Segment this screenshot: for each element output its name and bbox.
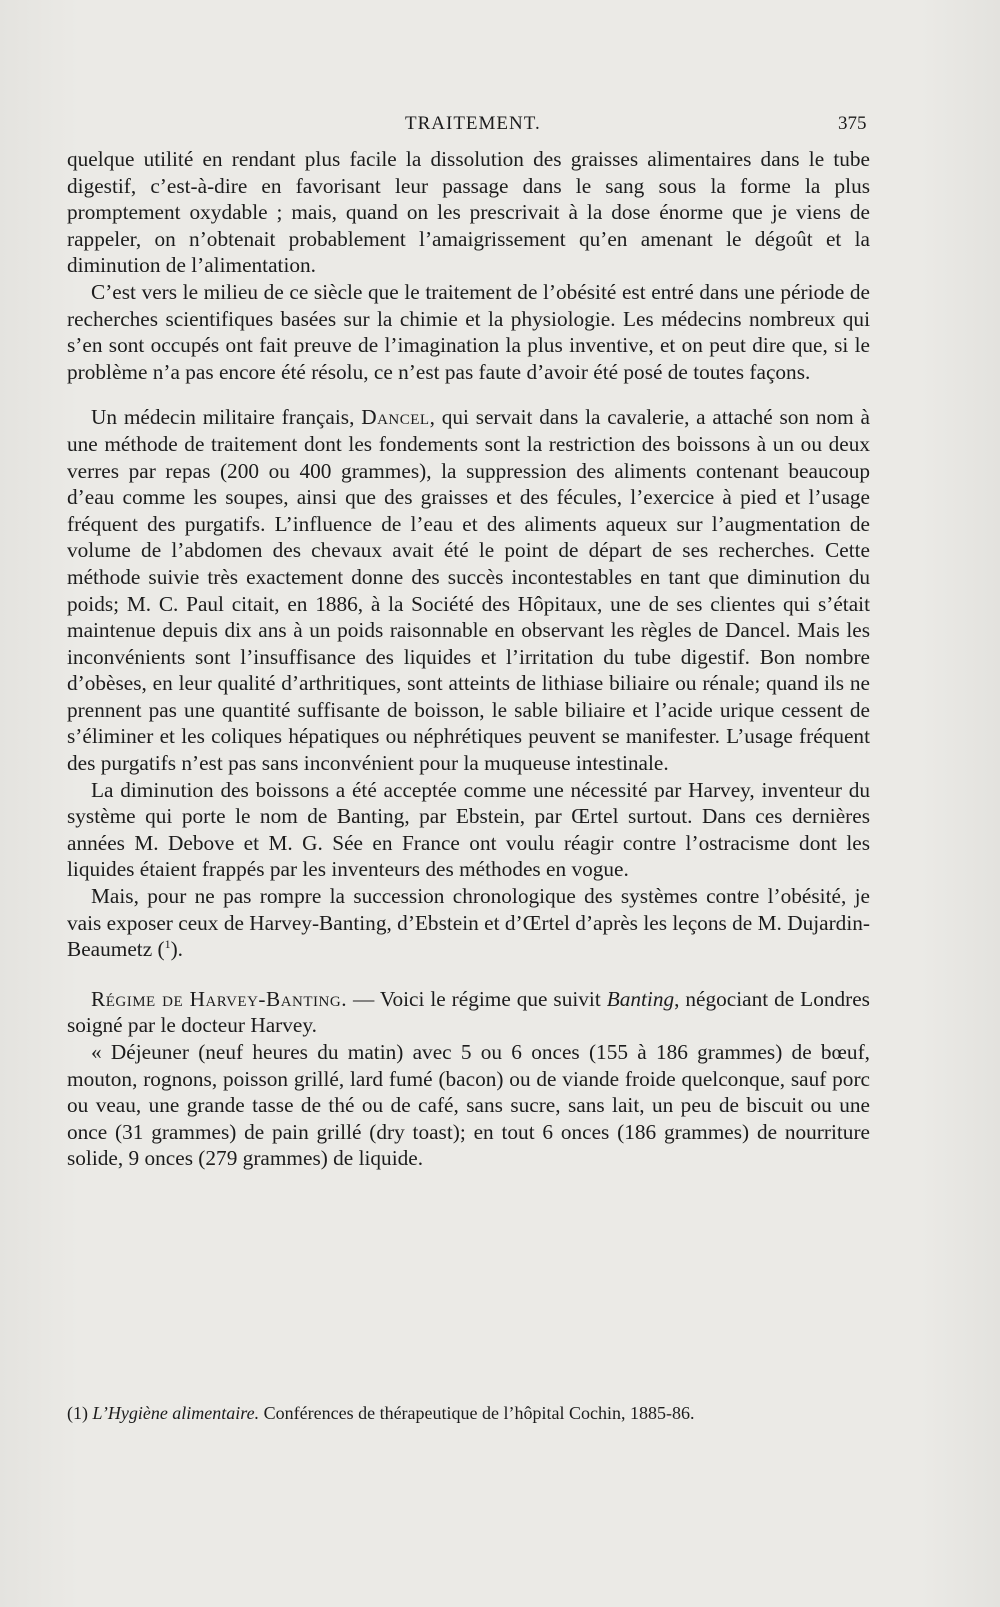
paragraph-6-dash: — Voici le régime que suivit <box>347 986 607 1011</box>
paragraph-5-text: Mais, pour ne pas rompre la succession chronologique des systèmes contre l’obésité, je vais exposer ceux de Harvey-Banting, d’Ebstein et d’Œrtel d’après les leçons de M. Dujardin-Beaumetz ( <box>67 884 870 962</box>
section-heading: Régime de Harvey-Banting. <box>91 986 348 1011</box>
footnote-reference[interactable]: 1 <box>164 937 171 952</box>
paragraph-3 <box>67 404 870 776</box>
paragraph-1: quelque utilité en rendant plus facile la dissolution des graisses alimentaires dans le tube digestif, c’est-à-dire en favorisant leur passage dans le sang sous la forme la plus promptement oxydable ; mais, quand on les prescrivait à la dose énorme que je viens de rappeler, on n’obtenait probablement l’amaigrissement qu’en amenant le dégoût et la diminution de l’alimentation. <box>67 147 870 278</box>
paragraph-6-rest: , négociant de Londres soigné par le docteur Harvey. <box>67 986 870 1038</box>
paragraph-5 <box>67 883 870 963</box>
banting-name: Banting <box>606 986 675 1011</box>
footnote-text: Conférences de thérapeutique de l’hôpital Cochin, 1885-86. <box>259 1403 695 1423</box>
paragraph-2: C’est vers le milieu de ce siècle que le traitement de l’obésité est entré dans une période de recherches scientifiques basées sur la chimie et la physiologie. Les médecins nombreux qui s’en sont occupés ont fait preuve de l’imagination la plus inventive, et on peut dire que, si le problème n’a pas encore été résolu, ce n’est pas faute d’avoir été posé de toutes façons. <box>67 279 870 384</box>
paragraph-5-end: ). <box>170 937 183 962</box>
paragraph-6 <box>67 986 870 1039</box>
footnote <box>67 1401 870 1425</box>
paragraph-7: « Déjeuner (neuf heures du matin) avec 5 ou 6 onces (155 à 186 grammes) de bœuf, mouton, rognons, poisson grillé, lard fumé (bacon) ou de viande froide quelconque, sauf porc ou veau, une grande tasse de thé ou de café, sans sucre, sans lait, un peu de biscuit ou une once (31 grammes) de pain grillé (dry toast); en tout 6 onces (186 grammes) de nourriture solide, 9 onces (279 grammes) de liquide. <box>67 1040 870 1171</box>
paragraph-3-start: Un médecin militaire français, <box>91 405 362 430</box>
page-header <box>0 113 1000 143</box>
author-name-dancel: Dancel <box>361 405 430 430</box>
page-number: 375 <box>838 113 867 134</box>
running-title: TRAITEMENT. <box>405 113 541 134</box>
footnote-title: L’Hygiène alimentaire. <box>92 1403 260 1423</box>
paragraph-4: La diminution des boissons a été acceptée comme une nécessité par Harvey, inventeur du système qui porte le nom de Banting, par Ebstein, par Œrtel surtout. Dans ces dernières années M. Debove et M. G. Sée en France ont voulu réagir contre l’ostracisme dont les liquides étaient frappés par les inventeurs des méthodes en vogue. <box>67 777 870 882</box>
footnote-marker: (1) <box>67 1403 88 1423</box>
paragraph-3-rest: , qui servait dans la cavalerie, a attaché son nom à une méthode de traitement dont les fondements sont la restriction des boissons à un ou deux verres par repas (200 ou 400 grammes), la suppression des aliments contenant beaucoup d’eau comme les soupes, ainsi que des graisses et des fécules, l’exercice à pied et l’usage fréquent des purgatifs. L’influence de l’eau et des aliments aqueux sur l’augmentation de volume de l’abdomen des chevaux avait été le point de départ de ses recherches. Cette méthode suivie très exactement donne des succès incontestables en tant que diminution du poids; M. C. Paul citait, en 1886, à la Société des Hôpitaux, une de ses clientes qui s’était maintenue depuis dix ans à un poids raisonnable en observant les règles de Dancel. Mais les inconvénients sont l’insuffisance des liquides et l’irritation du tube digestif. Bon nombre d’obèses, en leur qualité d’arthritiques, sont atteints de lithiase biliaire ou rénale; quand ils ne prennent pas une quantité suffisante de boisson, le sable biliaire et l’acide urique cessent de s’éliminer et les coliques hépatiques ou néphrétiques peuvent se manifester. L’usage fréquent des purgatifs n’est pas sans inconvénient pour la muqueuse intestinale. <box>67 405 870 776</box>
body-text <box>67 146 870 1172</box>
